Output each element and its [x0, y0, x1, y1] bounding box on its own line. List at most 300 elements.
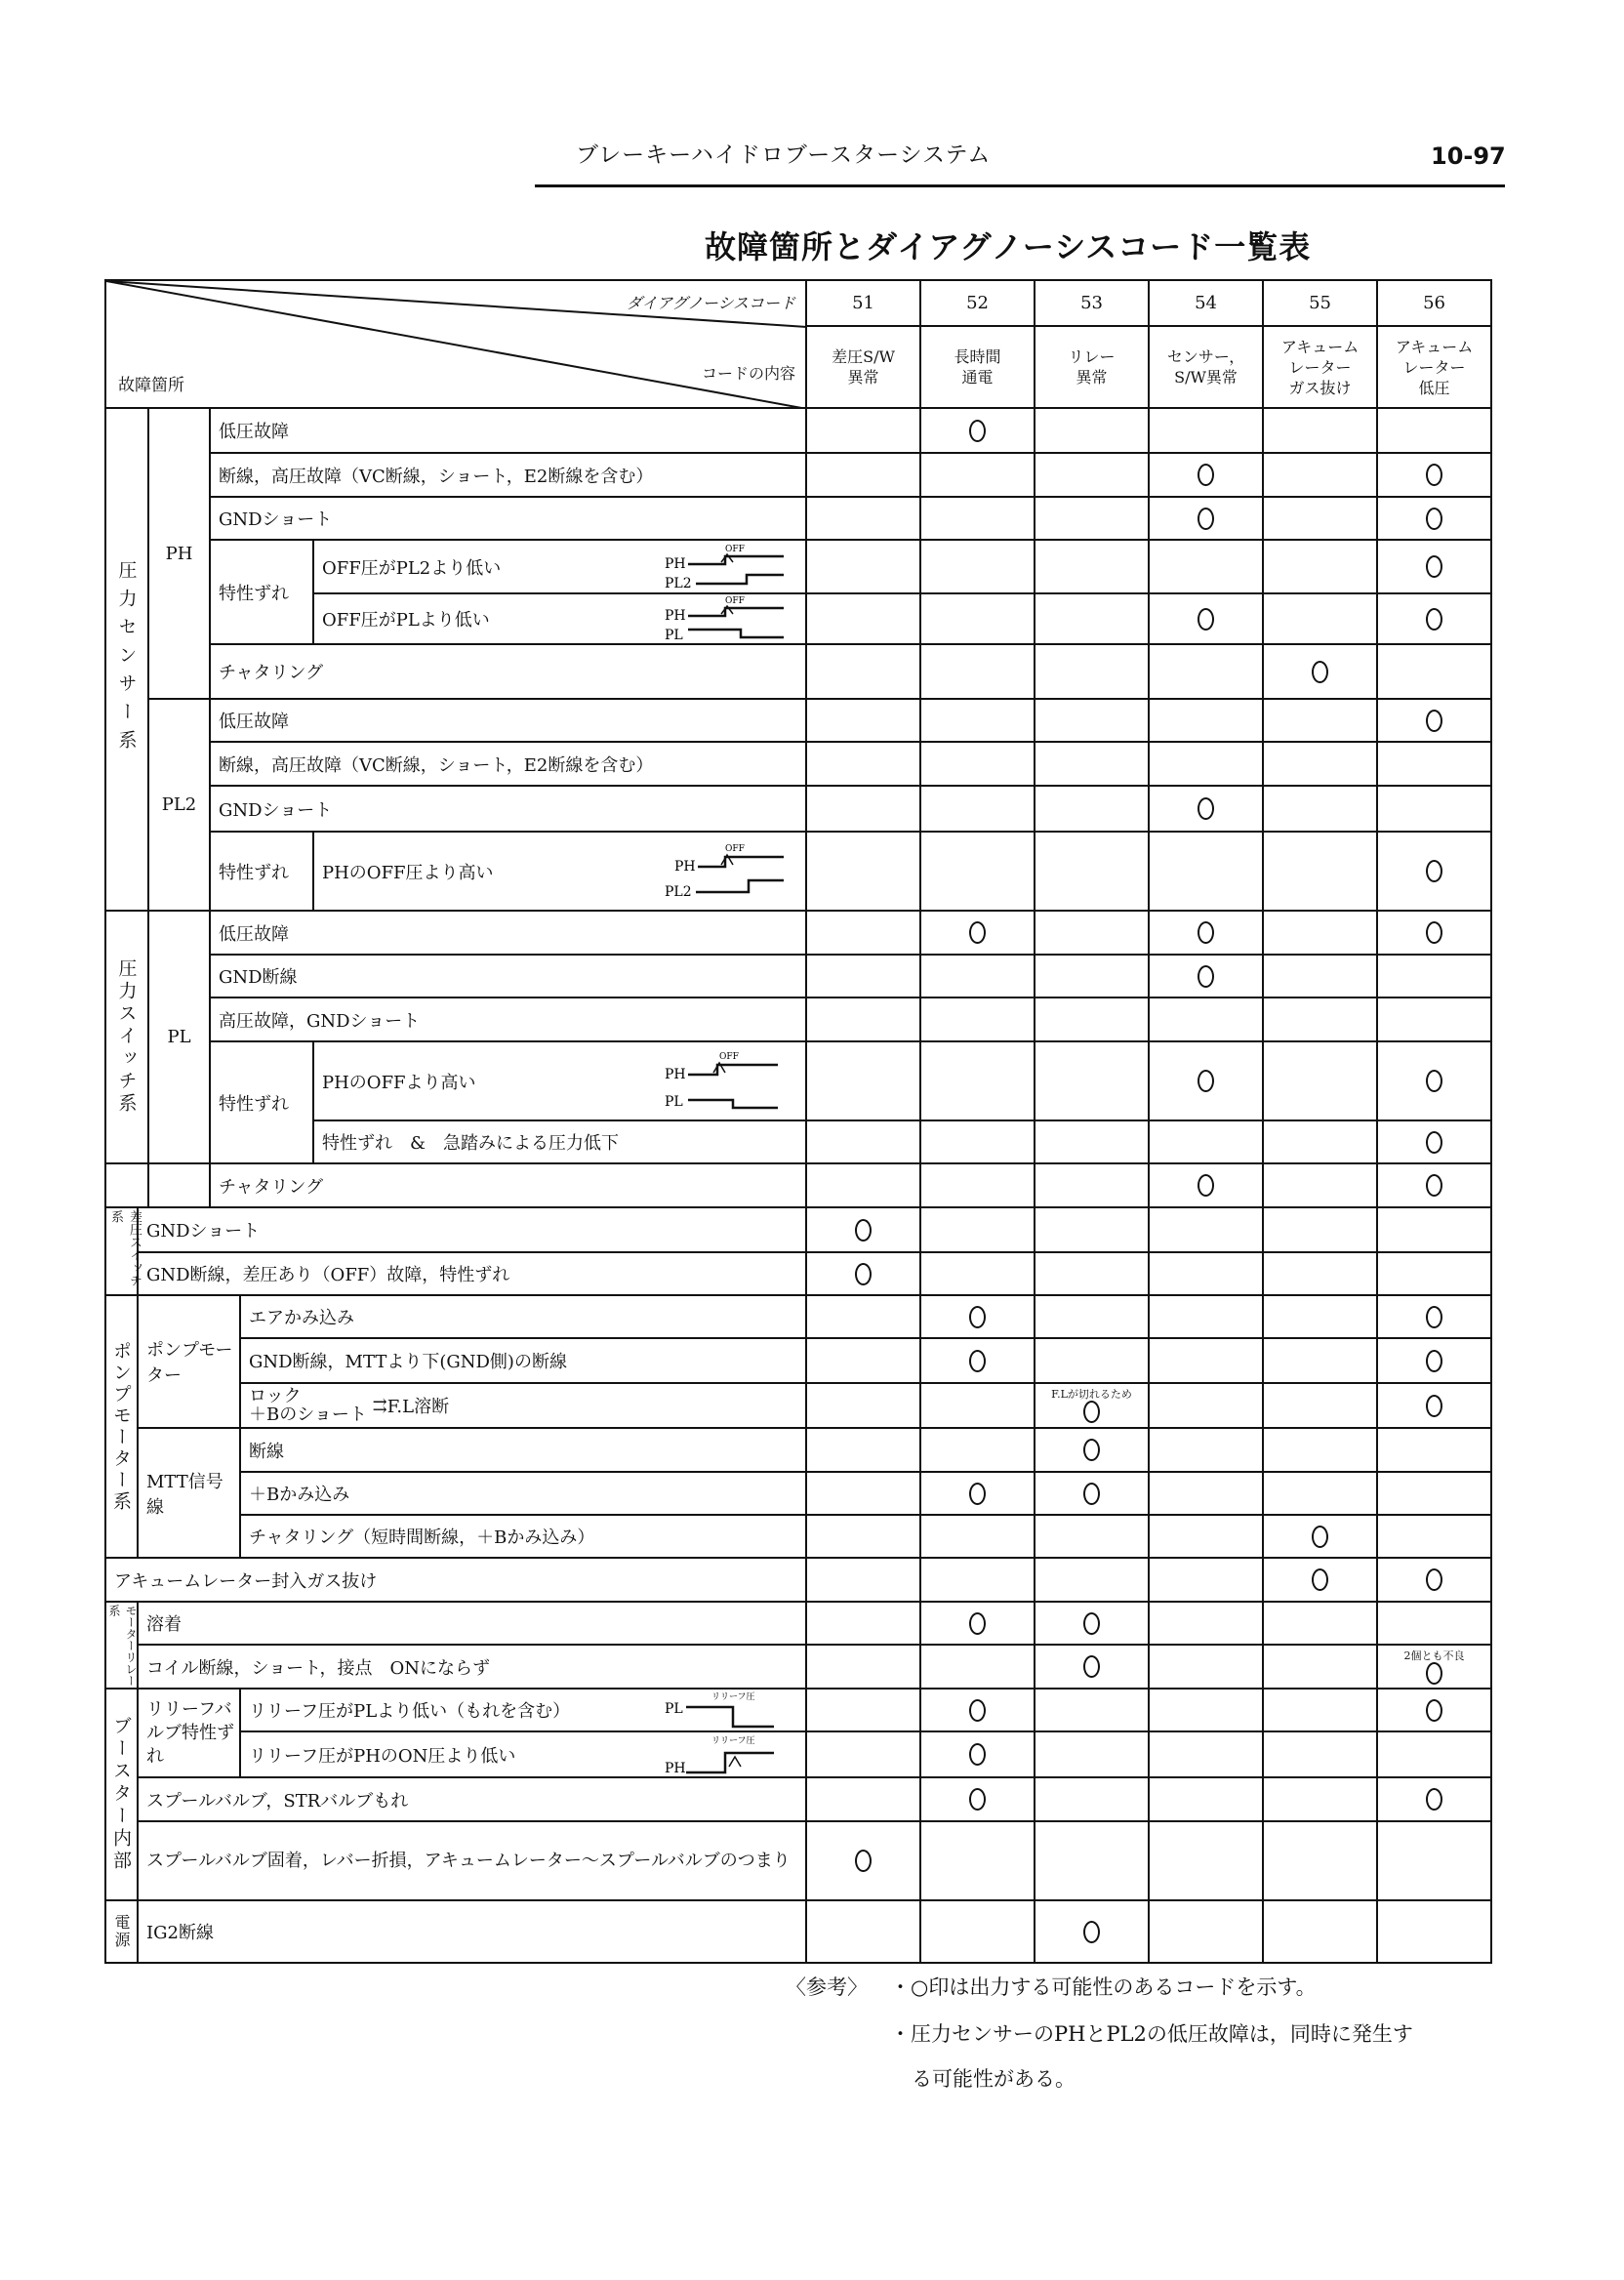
code-cell-53 — [1035, 497, 1149, 540]
code-cell-52 — [920, 1041, 1035, 1120]
code-cell-53 — [1035, 1041, 1149, 1120]
code-cell-52 — [920, 1428, 1035, 1472]
code-56: 56 — [1377, 280, 1491, 326]
table-row — [105, 593, 1491, 644]
code-51: 51 — [806, 280, 920, 326]
code-cell-55 — [1263, 699, 1377, 742]
code-cell-51 — [806, 1777, 920, 1821]
code-cell-52 — [920, 1731, 1035, 1777]
code-cell-55 — [1263, 998, 1377, 1041]
code-cell-52 — [920, 955, 1035, 998]
code-cell-54 — [1149, 408, 1263, 453]
code-cell-55 — [1263, 1383, 1377, 1428]
row-label: チャタリング（短時間断線，＋Bかみ込み） — [240, 1515, 806, 1558]
code-cell-53 — [1035, 408, 1149, 453]
code-cell-56 — [1377, 1472, 1491, 1515]
arrow-icon: ⇉ — [372, 1395, 387, 1416]
table-row — [105, 1295, 1491, 1338]
code-cell-53 — [1035, 832, 1149, 911]
row-label: エアかみ込み — [240, 1295, 806, 1338]
circle-mark-icon — [1198, 508, 1214, 530]
code-cell-55 — [1263, 1252, 1377, 1295]
subgroup-pl2: PL2 — [148, 699, 210, 911]
row-label: 低圧故障 — [210, 699, 806, 742]
subgroup-relief-valve: リリーフバルブ特性ずれ — [138, 1689, 240, 1777]
circle-mark-icon — [1426, 710, 1442, 732]
table-row — [105, 1041, 1491, 1120]
code-cell-53 — [1035, 1821, 1149, 1900]
table-row — [105, 1163, 1491, 1207]
code-cell-52 — [920, 1252, 1035, 1295]
note-item: ・○印は出力する可能性のあるコードを示す。 — [890, 1975, 1317, 1999]
code-cell-54 — [1149, 1645, 1263, 1689]
circle-mark-icon — [1083, 1483, 1100, 1505]
code-cell-52 — [920, 1472, 1035, 1515]
row-label: リリーフ圧がPHのON圧より低い — [249, 1745, 516, 1767]
code-cell-51 — [806, 1252, 920, 1295]
code-cell-51 — [806, 1515, 920, 1558]
code-cell-56 — [1377, 1689, 1491, 1731]
waveform-ph-pl-diagram — [665, 1049, 792, 1114]
code-cell-54 — [1149, 453, 1263, 497]
row-label: 特性ずれ & 急踏みによる圧力低下 — [313, 1120, 806, 1163]
page-title: 故障箇所とダイアグノーシスコード一覧表 — [705, 228, 1312, 265]
code-cell-53 — [1035, 1777, 1149, 1821]
code-cell-53 — [1035, 453, 1149, 497]
code-cell-56 — [1377, 593, 1491, 644]
circle-mark-icon — [1426, 921, 1442, 944]
code-cell-56 — [1377, 1120, 1491, 1163]
code-content-line: ガス抜け — [1288, 378, 1352, 397]
pl-label: PL — [665, 1093, 683, 1110]
code-cell-56 — [1377, 832, 1491, 911]
code-cell-51 — [806, 1295, 920, 1338]
characteristic-shift-label: 特性ずれ — [210, 540, 313, 644]
code-cell-54 — [1149, 1252, 1263, 1295]
circle-mark-icon — [1426, 1070, 1442, 1092]
group-label: 圧力スイッチ系 — [115, 958, 138, 1116]
lock-label: ロック — [249, 1386, 302, 1406]
code-cell-56 — [1377, 786, 1491, 832]
ph-label: PH — [674, 858, 696, 875]
code-cell-56 — [1377, 699, 1491, 742]
row-label: IG2断線 — [138, 1900, 806, 1963]
group-pressure-switch — [105, 911, 148, 1163]
table-row — [105, 1645, 1491, 1689]
off-label: OFF — [719, 1051, 739, 1062]
code-cell-55 — [1263, 1821, 1377, 1900]
pl2-label: PL2 — [665, 883, 692, 900]
code-cell-55 — [1263, 1163, 1377, 1207]
code-cell-56 — [1377, 1383, 1491, 1428]
code-cell-54 — [1149, 1821, 1263, 1900]
row-label-cell — [313, 832, 806, 911]
code-cell-52 — [920, 408, 1035, 453]
circle-mark-icon — [1083, 1612, 1100, 1635]
code-cell-54 — [1149, 1515, 1263, 1558]
circle-mark-icon — [1426, 508, 1442, 530]
code-cell-52 — [920, 1689, 1035, 1731]
code-cell-51 — [806, 1120, 920, 1163]
code-cell-51 — [806, 1428, 920, 1472]
code-cell-55 — [1263, 540, 1377, 593]
code-cell-51 — [806, 1645, 920, 1689]
code-content-line: レーター — [1402, 357, 1466, 377]
code-cell-56 — [1377, 408, 1491, 453]
code-cell-51 — [806, 1338, 920, 1383]
code-cell-54 — [1149, 1338, 1263, 1383]
circle-mark-icon — [969, 1743, 986, 1766]
code-cell-53 — [1035, 1558, 1149, 1602]
table-row — [105, 497, 1491, 540]
row-label-cell — [313, 593, 806, 644]
code-cell-55 — [1263, 911, 1377, 955]
row-label: GNDショート — [210, 497, 806, 540]
row-label-cell — [240, 1383, 806, 1428]
code-cell-56 — [1377, 1428, 1491, 1472]
row-label: OFF圧がPL2より低い — [322, 557, 502, 579]
code-cell-56 — [1377, 1252, 1491, 1295]
code-content-label: コードの内容 — [702, 364, 796, 383]
section-header: ブレーキーハイドロブースターシステム — [576, 142, 992, 168]
waveform-ph-pl2-diagram — [665, 841, 792, 902]
code-cell-55 — [1263, 786, 1377, 832]
circle-mark-icon — [1198, 965, 1214, 988]
code-cell-55 — [1263, 1428, 1377, 1472]
pl-label: PL — [665, 1701, 683, 1717]
row-label: アキュームレーター封入ガス抜け — [105, 1558, 806, 1602]
diagnosis-code-label: ダイアグノーシスコード — [626, 294, 796, 312]
row-label: 断線，高圧故障（VC断線，ショート，E2断線を含む） — [210, 453, 806, 497]
subgroup-pump-motor: ポンプモーター — [138, 1295, 240, 1428]
circle-mark-icon — [1426, 1306, 1442, 1328]
circle-mark-icon — [1083, 1401, 1100, 1423]
table-row — [105, 742, 1491, 786]
code-cell-52 — [920, 1558, 1035, 1602]
code-cell-55 — [1263, 832, 1377, 911]
code-cell-54 — [1149, 955, 1263, 998]
circle-mark-icon — [1312, 1526, 1328, 1548]
code-content-55 — [1263, 326, 1377, 408]
header-row-codes — [105, 280, 1491, 326]
code-cell-51 — [806, 911, 920, 955]
row-label: 高圧故障，GNDショート — [210, 998, 806, 1041]
code-cell-55 — [1263, 1120, 1377, 1163]
code-cell-53 — [1035, 1295, 1149, 1338]
relief-pressure-label: リリーフ圧 — [711, 1692, 755, 1702]
note-item: る可能性がある。 — [912, 2067, 1076, 2091]
code-content-line: 異常 — [1076, 368, 1108, 387]
circle-mark-icon — [1312, 661, 1328, 683]
table-row — [105, 998, 1491, 1041]
code-cell-53 — [1035, 911, 1149, 955]
code-cell-54 — [1149, 1163, 1263, 1207]
off-label: OFF — [725, 596, 745, 606]
circle-mark-icon — [1083, 1439, 1100, 1461]
code-cell-55 — [1263, 1602, 1377, 1645]
code-cell-55 — [1263, 593, 1377, 644]
table-row — [105, 1338, 1491, 1383]
diagnosis-code-table — [104, 279, 1492, 1964]
code-cell-52 — [920, 453, 1035, 497]
group-label: ブースター内部 — [110, 1716, 132, 1873]
code-cell-51 — [806, 1602, 920, 1645]
code-cell-53 — [1035, 699, 1149, 742]
code-cell-55 — [1263, 1900, 1377, 1963]
code-cell-53 — [1035, 1900, 1149, 1963]
table-row — [105, 1777, 1491, 1821]
row-label: チャタリング — [210, 1163, 806, 1207]
code-cell-53 — [1035, 1731, 1149, 1777]
code-cell-52 — [920, 1163, 1035, 1207]
code-cell-52 — [920, 1120, 1035, 1163]
row-label: スプールバルブ，STRバルブもれ — [138, 1777, 806, 1821]
code-cell-51 — [806, 540, 920, 593]
code-cell-54 — [1149, 644, 1263, 699]
code-cell-51 — [806, 1207, 920, 1252]
code-content-line: アキューム — [1280, 337, 1360, 356]
group-label: 電源 — [112, 1914, 131, 1949]
empty-cell — [105, 1163, 148, 1207]
code-cell-55 — [1263, 497, 1377, 540]
code-cell-54 — [1149, 699, 1263, 742]
code-cell-55 — [1263, 1689, 1377, 1731]
cell-note: 2個とも不良 — [1403, 1649, 1465, 1662]
code-cell-55 — [1263, 955, 1377, 998]
table-row — [105, 1602, 1491, 1645]
group-label: ポンプモーター系 — [110, 1340, 132, 1513]
code-cell-52 — [920, 911, 1035, 955]
header-rule — [535, 184, 1505, 187]
row-label-cell — [313, 540, 806, 593]
row-label: リリーフ圧がPLより低い（もれを含む） — [249, 1701, 571, 1722]
circle-mark-icon — [969, 921, 986, 944]
code-content-line: 差圧S/W — [832, 347, 895, 366]
code-content-53 — [1035, 326, 1149, 408]
code-cell-56 — [1377, 1900, 1491, 1963]
row-label: 低圧故障 — [210, 911, 806, 955]
cell-note: F.Lが切れるため — [1051, 1388, 1132, 1401]
code-cell-54 — [1149, 832, 1263, 911]
group-motor-relay — [105, 1602, 138, 1689]
circle-mark-icon — [1426, 1174, 1442, 1197]
row-label: 低圧故障 — [210, 408, 806, 453]
table-row — [105, 1383, 1491, 1428]
table-row — [105, 408, 1491, 453]
circle-mark-icon — [1312, 1568, 1328, 1591]
characteristic-shift-label: 特性ずれ — [210, 1041, 313, 1163]
code-cell-53 — [1035, 644, 1149, 699]
code-cell-53 — [1035, 742, 1149, 786]
code-cell-53 — [1035, 955, 1149, 998]
group-power — [105, 1900, 138, 1963]
ph-label: PH — [665, 1760, 686, 1776]
circle-mark-icon — [1083, 1655, 1100, 1678]
ph-label: PH — [665, 608, 686, 624]
circle-mark-icon — [1198, 921, 1214, 944]
code-cell-56 — [1377, 644, 1491, 699]
code-content-line: アキューム — [1395, 337, 1474, 356]
code-cell-51 — [806, 1689, 920, 1731]
code-cell-56 — [1377, 998, 1491, 1041]
table-row — [105, 644, 1491, 699]
code-cell-56 — [1377, 1515, 1491, 1558]
circle-mark-icon — [969, 1699, 986, 1722]
code-cell-54 — [1149, 1428, 1263, 1472]
code-cell-51 — [806, 1383, 920, 1428]
code-cell-56 — [1377, 1207, 1491, 1252]
table-row — [105, 1558, 1491, 1602]
circle-mark-icon — [1426, 1350, 1442, 1372]
code-cell-52 — [920, 1207, 1035, 1252]
code-cell-55 — [1263, 1515, 1377, 1558]
row-label: PHのOFF圧より高い — [322, 862, 494, 883]
row-label: スプールバルブ固着，レバー折損，アキュームレーター～スプールバルブのつまり — [138, 1821, 806, 1900]
circle-mark-icon — [1198, 1174, 1214, 1197]
code-cell-56 — [1377, 1731, 1491, 1777]
code-cell-53 — [1035, 786, 1149, 832]
code-cell-55 — [1263, 1472, 1377, 1515]
circle-mark-icon — [969, 1350, 986, 1372]
code-cell-51 — [806, 497, 920, 540]
code-cell-54 — [1149, 1295, 1263, 1338]
code-cell-56 — [1377, 1602, 1491, 1645]
row-label: GND断線，差圧あり（OFF）故障，特性ずれ — [138, 1252, 806, 1295]
circle-mark-icon — [1198, 1070, 1214, 1092]
code-cell-53 — [1035, 1383, 1149, 1428]
row-label: チャタリング — [210, 644, 806, 699]
code-cell-51 — [806, 1472, 920, 1515]
code-cell-54 — [1149, 911, 1263, 955]
code-cell-56 — [1377, 540, 1491, 593]
off-label: OFF — [725, 843, 745, 854]
code-cell-54 — [1149, 1900, 1263, 1963]
row-label-cell — [240, 1689, 806, 1731]
code-cell-55 — [1263, 1777, 1377, 1821]
code-cell-52 — [920, 1383, 1035, 1428]
code-cell-53 — [1035, 1120, 1149, 1163]
code-cell-54 — [1149, 1207, 1263, 1252]
code-cell-55 — [1263, 1041, 1377, 1120]
code-content-line: 異常 — [847, 368, 879, 387]
code-cell-54 — [1149, 1558, 1263, 1602]
code-cell-51 — [806, 1821, 920, 1900]
waveform-ph-pl-diagram — [665, 594, 792, 643]
code-cell-54 — [1149, 742, 1263, 786]
fuse-blown-label: F.L溶断 — [386, 1397, 450, 1417]
circle-mark-icon — [1426, 1788, 1442, 1811]
code-content-52 — [920, 326, 1035, 408]
row-label: コイル断線，ショート，接点 ONにならず — [138, 1645, 806, 1689]
code-cell-54 — [1149, 998, 1263, 1041]
code-cell-54 — [1149, 1777, 1263, 1821]
code-cell-55 — [1263, 408, 1377, 453]
code-cell-56 — [1377, 453, 1491, 497]
circle-mark-icon — [969, 420, 986, 442]
code-cell-51 — [806, 1041, 920, 1120]
row-label: 断線，高圧故障（VC断線，ショート，E2断線を含む） — [210, 742, 806, 786]
code-cell-51 — [806, 955, 920, 998]
circle-mark-icon — [1426, 1131, 1442, 1154]
code-cell-52 — [920, 1900, 1035, 1963]
code-cell-53 — [1035, 1472, 1149, 1515]
table-row — [105, 832, 1491, 911]
code-content-line: S/W異常 — [1174, 368, 1238, 387]
group-pressure-sensor — [105, 408, 148, 911]
group-diff-switch — [105, 1207, 142, 1295]
row-label: GND断線，MTTより下(GND側)の断線 — [240, 1338, 806, 1383]
group-booster-internal — [105, 1689, 138, 1900]
code-cell-54 — [1149, 1472, 1263, 1515]
off-label: OFF — [725, 544, 745, 554]
group-pump-motor-system — [105, 1295, 138, 1558]
code-content-51 — [806, 326, 920, 408]
code-cell-51 — [806, 593, 920, 644]
ph-label: PH — [665, 1066, 686, 1082]
row-label: PHのOFFより高い — [322, 1072, 476, 1093]
code-cell-51 — [806, 1558, 920, 1602]
code-cell-52 — [920, 540, 1035, 593]
table-row — [105, 911, 1491, 955]
code-cell-52 — [920, 742, 1035, 786]
code-cell-56 — [1377, 742, 1491, 786]
table-row — [105, 1472, 1491, 1515]
code-cell-52 — [920, 497, 1035, 540]
group-label: 差圧スイッチ系 — [108, 1210, 142, 1286]
table-row — [105, 1821, 1491, 1900]
table-row — [105, 955, 1491, 998]
group-label: モーターリレー系 — [107, 1604, 138, 1687]
code-cell-53 — [1035, 998, 1149, 1041]
code-cell-53 — [1035, 593, 1149, 644]
code-cell-53 — [1035, 540, 1149, 593]
code-cell-56 — [1377, 1338, 1491, 1383]
code-cell-53 — [1035, 1645, 1149, 1689]
code-cell-54 — [1149, 1383, 1263, 1428]
code-cell-52 — [920, 1821, 1035, 1900]
code-cell-53 — [1035, 1338, 1149, 1383]
table-row — [105, 1207, 1491, 1252]
circle-mark-icon — [1198, 608, 1214, 631]
circle-mark-icon — [1426, 1662, 1442, 1685]
ph-label: PH — [665, 555, 686, 572]
table-row — [105, 1900, 1491, 1963]
code-cell-54 — [1149, 593, 1263, 644]
row-label: 断線 — [240, 1428, 806, 1472]
circle-mark-icon — [969, 1483, 986, 1505]
code-cell-56 — [1377, 911, 1491, 955]
subgroup-ph: PH — [148, 408, 210, 699]
group-label: 圧力センサー系 — [115, 560, 138, 758]
code-cell-53 — [1035, 1515, 1149, 1558]
code-cell-54 — [1149, 1120, 1263, 1163]
code-cell-52 — [920, 1777, 1035, 1821]
code-cell-54 — [1149, 1689, 1263, 1731]
code-cell-51 — [806, 832, 920, 911]
code-cell-55 — [1263, 1558, 1377, 1602]
code-content-line: レーター — [1288, 357, 1352, 377]
table-row — [105, 699, 1491, 742]
code-content-line: センサー， — [1166, 347, 1245, 366]
code-cell-56 — [1377, 1821, 1491, 1900]
code-content-56 — [1377, 326, 1491, 408]
code-cell-52 — [920, 1602, 1035, 1645]
code-cell-56 — [1377, 1041, 1491, 1120]
circle-mark-icon — [969, 1612, 986, 1635]
code-cell-56 — [1377, 1163, 1491, 1207]
code-cell-53 — [1035, 1207, 1149, 1252]
code-cell-51 — [806, 644, 920, 699]
